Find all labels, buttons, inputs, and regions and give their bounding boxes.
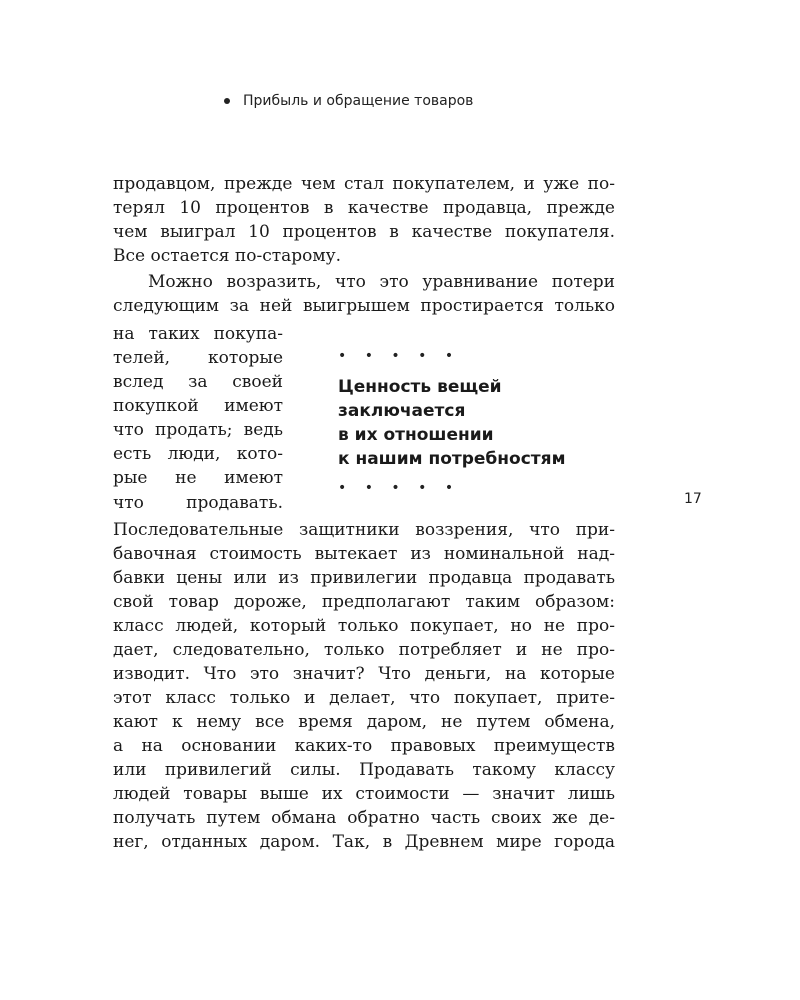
pull-quote-top-dots: • • • • • [338, 348, 461, 364]
body-line: покупкой имеют [113, 396, 283, 416]
body-line: Все остается по-старому. [113, 246, 342, 266]
body-line: Последовательные защитники воззрения, что при- [113, 520, 615, 540]
body-line: Можно возразить, что это уравнивание потери [148, 272, 615, 292]
body-line: а на основании каких-то правовых преимуществ [113, 736, 615, 756]
body-line: бавочная стоимость вытекает из номинальной над- [113, 544, 615, 564]
running-header-text: Прибыль и обращение товаров [243, 93, 474, 109]
body-line: кают к нему все время даром, не путем обмена, [113, 712, 615, 732]
body-line: изводит. Что это значит? Что деньги, на которые [113, 664, 615, 684]
body-line: рые не имеют [113, 468, 283, 488]
pull-quote-bottom-dots: • • • • • [338, 480, 461, 496]
pull-quote-line: заключается [338, 401, 466, 421]
body-line: на таких покупа- [113, 324, 283, 344]
body-line: чем выиграл 10 процентов в качестве покупателя. [113, 222, 615, 242]
pull-quote [338, 375, 618, 471]
body-line: продавцом, прежде чем стал покупателем, и уже по- [113, 174, 615, 194]
body-line: следующим за ней выигрышем простирается только [113, 296, 615, 316]
pull-quote-line: в их отношении [338, 425, 494, 445]
body-line: что продать; ведь [113, 420, 283, 440]
body-line: людей товары выше их стоимости — значит лишь [113, 784, 615, 804]
body-line: свой товар дороже, предполагают таким образом: [113, 592, 615, 612]
body-line: вслед за своей [113, 372, 283, 392]
running-header [224, 93, 473, 109]
pull-quote-line: к нашим потребностям [338, 449, 566, 469]
body-line: нег, отданных даром. Так, в Древнем мире города [113, 832, 615, 852]
body-line: телей, которые [113, 348, 283, 368]
body-line: класс людей, который только покупает, но не про- [113, 616, 615, 636]
pull-quote-line: Ценность вещей [338, 377, 502, 397]
body-line: или привилегий силы. Продавать такому классу [113, 760, 615, 780]
body-line: дает, следовательно, только потребляет и не про- [113, 640, 615, 660]
body-line: есть люди, кото- [113, 444, 283, 464]
bullet-icon [224, 98, 230, 104]
page-number: 17 [684, 491, 702, 507]
body-line: терял 10 процентов в качестве продавца, прежде [113, 198, 615, 218]
body-line: что продавать. [113, 493, 283, 513]
body-line: получать путем обмана обратно часть своих же де- [113, 808, 615, 828]
body-line: этот класс только и делает, что покупает, прите- [113, 688, 615, 708]
body-line: бавки цены или из привилегии продавца продавать [113, 568, 615, 588]
